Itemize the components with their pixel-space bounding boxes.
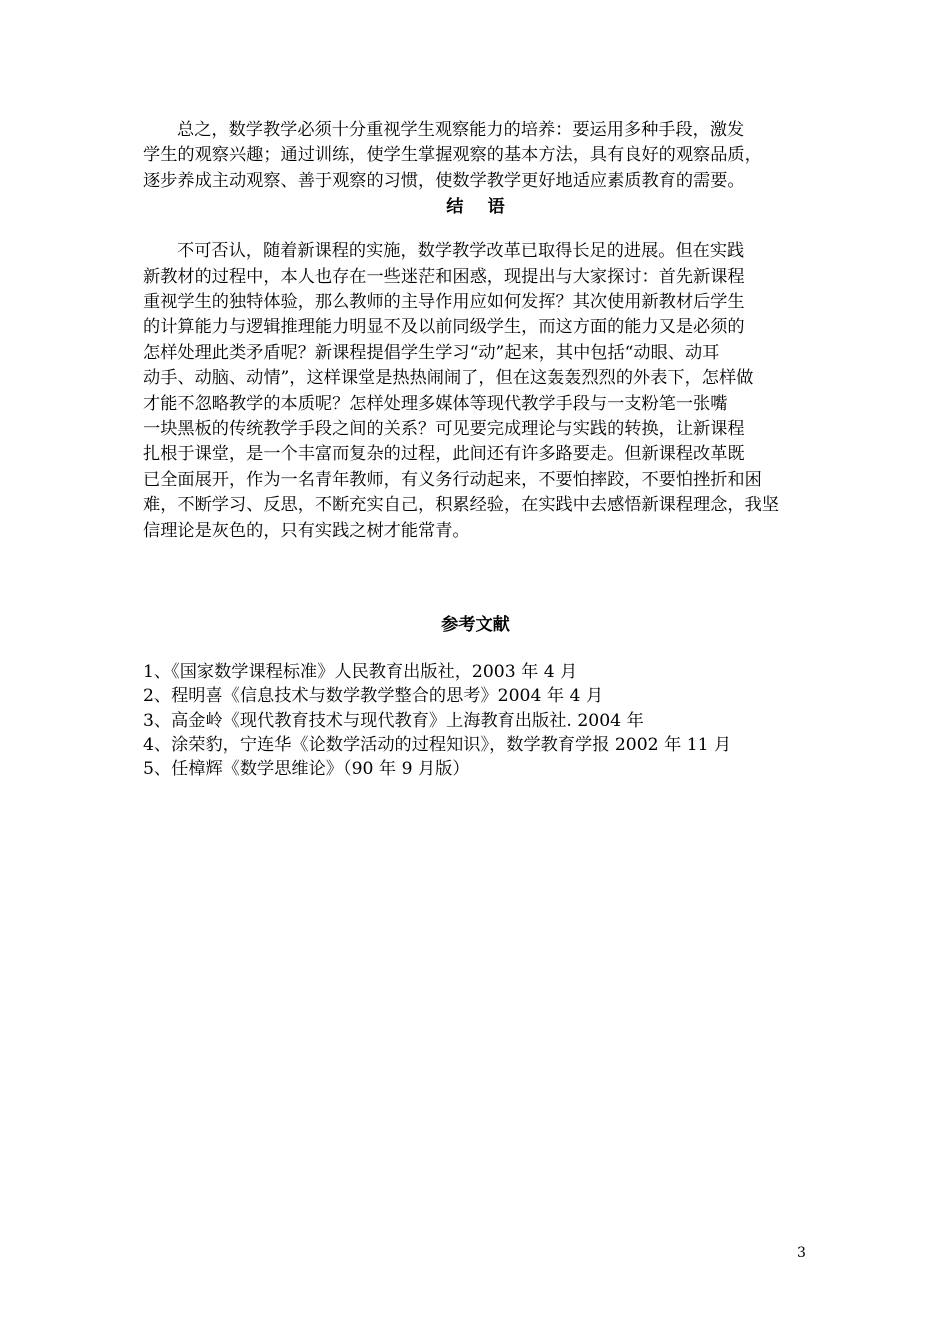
reference-item: 2、程明喜《信息技术与数学教学整合的思考》2004 年 4 月 [143, 686, 604, 707]
conclusion-line: 的计算能力与逻辑推理能力明显不及以前同级学生，而这方面的能力又是必须的 [143, 317, 745, 338]
conclusion-line: 信理论是灰色的，只有实践之树才能常青。 [143, 520, 470, 541]
page-number: 3 [797, 1245, 806, 1261]
conclusion-paragraph [143, 239, 808, 544]
spacer [143, 578, 808, 612]
conclusion-line: 新教材的过程中，本人也存在一些迷茫和困惑，现提出与大家探讨：首先新课程 [143, 266, 745, 287]
conclusion-line: 怎样处理此类矛盾呢？新课程提倡学生学习“动”起来，其中包括“动眼、动耳 [143, 342, 720, 363]
reference-item: 3、高金岭《现代教育技术与现代教育》上海教育出版社. 2004 年 [143, 710, 644, 731]
summary-paragraph [143, 118, 808, 194]
spacer [143, 544, 808, 578]
conclusion-line: 已全面展开，作为一名青年教师，有义务行动起来，不要怕摔跤，不要怕挫折和困 [143, 469, 762, 490]
summary-line: 总之，数学教学必须十分重视学生观察能力的培养：要运用多种手段，激发 [177, 120, 745, 140]
spacer [143, 638, 808, 660]
reference-item: 5、任樟辉《数学思维论》（90 年 9 月版） [143, 758, 470, 779]
spacer [143, 220, 808, 239]
conclusion-heading: 结语 [446, 197, 529, 218]
reference-item: 1、《国家数学课程标准》人民教育出版社，2003 年 4 月 [143, 662, 578, 683]
page-content [143, 118, 808, 781]
reference-item: 4、涂荣豹，宁连华《论数学活动的过程知识》，数学教育学报 2002 年 11 月 [143, 734, 732, 755]
summary-line: 逐步养成主动观察、善于观察的习惯，使数学教学更好地适应素质教育的需要。 [143, 170, 745, 191]
references-heading: 参考文献 [441, 615, 510, 636]
conclusion-line: 不可否认，随着新课程的实施，数学教学改革已取得长足的进展。但在实践 [177, 241, 745, 262]
conclusion-line: 重视学生的独特体验，那么教师的主导作用应如何发挥？其次使用新教材后学生 [143, 292, 745, 313]
conclusion-line: 才能不忽略教学的本质呢？怎样处理多媒体等现代教学手段与一支粉笔一张嘴 [143, 393, 728, 414]
references-list [143, 660, 808, 781]
conclusion-line: 难，不断学习、反思，不断充实自己，积累经验，在实践中去感悟新课程理念，我坚 [143, 495, 779, 516]
conclusion-line: 一块黑板的传统教学手段之间的关系？可见要完成理论与实践的转换，让新课程 [143, 419, 745, 440]
conclusion-line: 动手、动脑、动情”，这样课堂是热热闹闹了，但在这轰轰烈烈的外表下，怎样做 [143, 368, 754, 389]
summary-line: 学生的观察兴趣；通过训练，使学生掌握观察的基本方法，具有良好的观察品质， [143, 145, 762, 166]
conclusion-line: 扎根于课堂，是一个丰富而复杂的过程，此间还有许多路要走。但新课程改革既 [143, 444, 745, 465]
